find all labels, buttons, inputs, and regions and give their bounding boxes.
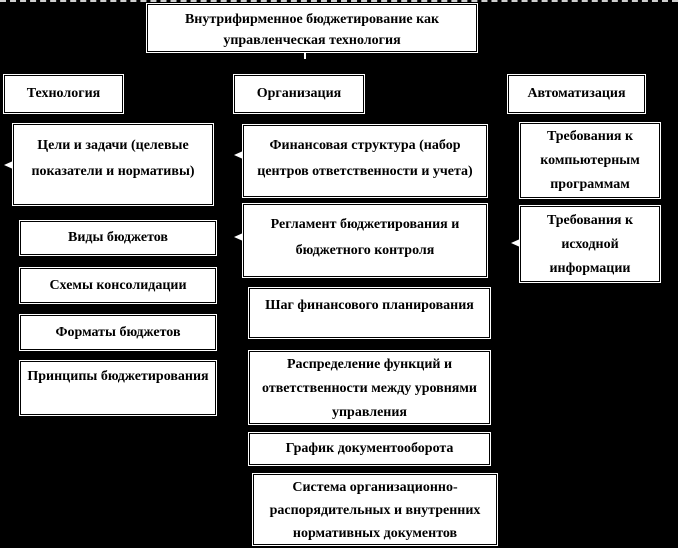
column-header-organization: Организация bbox=[234, 75, 364, 113]
box-budgeting-principles: Принципы бюджетирования bbox=[20, 361, 216, 415]
box-consolidation-schemes: Схемы консолидации bbox=[20, 268, 216, 303]
box-budgeting-regulations: Регламент бюджетирования и бюджетного контроля bbox=[243, 204, 487, 277]
title-box: Внутрифирменное бюджетирование как управленческая технология bbox=[147, 4, 477, 52]
box-budget-formats: Форматы бюджетов bbox=[20, 315, 216, 350]
box-goals-and-tasks: Цели и задачи (целевые показатели и нормативы) bbox=[13, 124, 213, 205]
box-software-requirements: Требования к компьютерным программам bbox=[520, 123, 660, 198]
box-document-flow-schedule: График документооборота bbox=[249, 433, 490, 465]
top-connector-stub bbox=[304, 52, 306, 59]
connector-arrow-icon bbox=[4, 161, 13, 169]
box-financial-structure: Финансовая структура (набор центров ответственности и учета) bbox=[243, 125, 487, 197]
column-header-technology: Технология bbox=[4, 75, 123, 113]
box-organizational-documents-system: Система организационно-распорядительных и внутренних нормативных документов bbox=[253, 474, 497, 545]
canvas-top-dashed-border bbox=[0, 0, 678, 2]
box-functions-distribution: Распределение функций и ответственности между уровнями управления bbox=[249, 351, 490, 424]
box-source-data-requirements: Требования к исходной информации bbox=[520, 206, 660, 282]
box-financial-planning-step: Шаг финансового планирования bbox=[249, 288, 490, 338]
connector-arrow-icon bbox=[511, 239, 520, 247]
box-budget-types: Виды бюджетов bbox=[20, 221, 216, 255]
connector-arrow-icon bbox=[234, 151, 243, 159]
column-header-automation: Автоматизация bbox=[508, 75, 645, 113]
connector-arrow-icon bbox=[234, 233, 243, 241]
